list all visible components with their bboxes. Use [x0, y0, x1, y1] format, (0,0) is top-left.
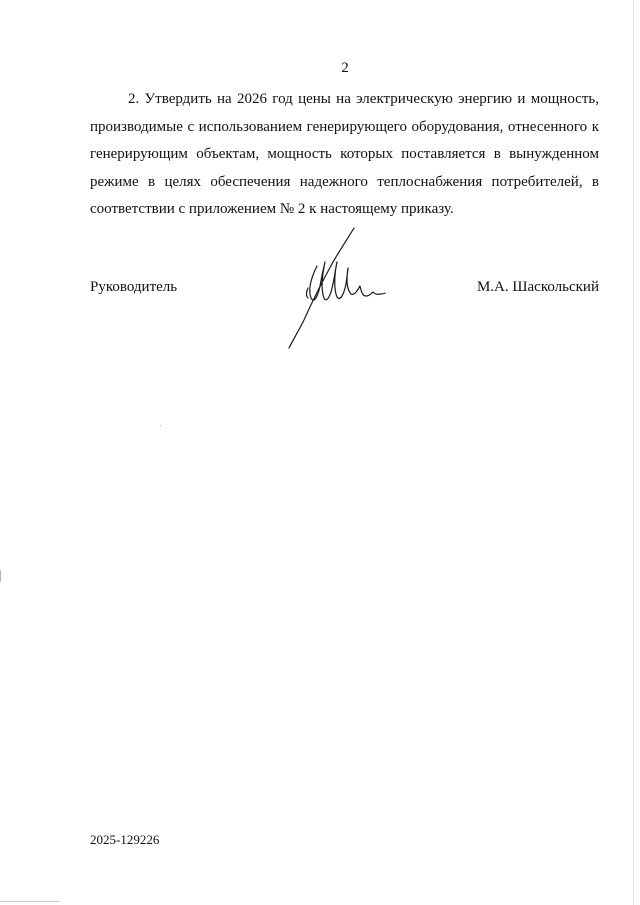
handwritten-signature — [278, 224, 388, 350]
document-registration-number: 2025-129226 — [90, 832, 160, 847]
scan-edge-mark — [0, 570, 1, 582]
signer-title: Руководитель — [90, 279, 178, 295]
scan-dot — [160, 425, 161, 426]
scan-edge-mark — [633, 0, 634, 905]
signer-name: М.А. Шаскольский — [476, 279, 599, 295]
page-number: 2 — [341, 60, 349, 76]
scan-edge-mark — [0, 901, 60, 902]
order-paragraph: 2. Утвердить на 2026 год цены на электрическую энергию и мощность, производимые с использованием генерирующего оборудования, отнесенного к генерирующим объектам, мощность которых поставляется в вынужденном режиме в целях обеспечения надежного теплоснабжения потребителей, в соответствии с приложением № 2 к настоящему приказу. — [90, 91, 599, 217]
